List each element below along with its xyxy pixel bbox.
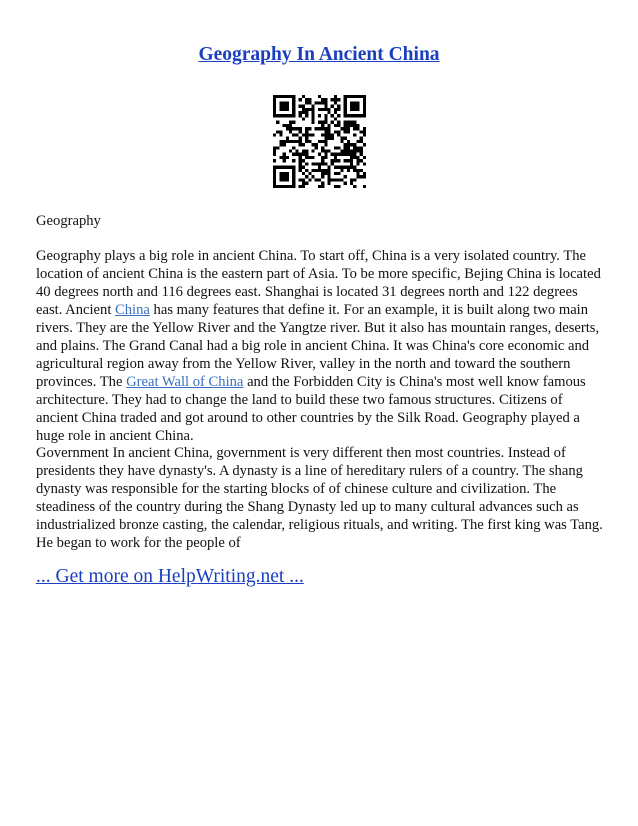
paragraph-government: Government In ancient China, government is very different then most countries. Instead of presidents they have dynasty's. A dynasty is a line of hereditary rulers of a country. The shang dynasty was responsible for the starting blocks of of chinese culture and civilization. The steadiness of the country during the Shang Dynasty led up to many cultural advances such as industrialized bronze casting, the calendar, religious rituals, and writing. The first king was Tang. He began to work for the people of xyxy=(36,445,603,551)
china-link[interactable]: China xyxy=(115,302,150,318)
get-more-link[interactable]: ... Get more on HelpWriting.net ... xyxy=(36,566,304,587)
section-heading: Geography xyxy=(36,213,101,229)
paragraph-text: has many features that define it. For an example, it is built along two main rivers. They are the Yellow River and the Yangtze river. But it also has mountain ranges, deserts, and plains. The Grand Canal had a big role in ancient China. It was China's core economic and agricultural region away from the Yellow River, valley in the north and toward the southern provinces. The xyxy=(36,302,600,390)
great-wall-link[interactable]: Great Wall of China xyxy=(126,374,244,390)
title-link[interactable]: Geography In Ancient China xyxy=(198,44,440,65)
paragraph-text: Geography plays a big role in ancient China. To start off, China is a very isolated country. The location of ancient China is the eastern part of Asia. To be more specific, Bejing China is located 40 degrees north and 116 degrees east. Shanghai is located 31 degrees north and 122 degrees east. Ancient xyxy=(36,248,601,318)
paragraph-text: and the Forbidden City is China's most well know famous architecture. They had to change the land to build these two famous structures. Citizens of ancient China traded and got around to other countries by the Silk Road. Geography played a huge role in ancient China. xyxy=(36,374,586,444)
get-more-link-container[interactable] xyxy=(36,565,304,589)
qr-code-icon xyxy=(273,95,366,188)
paragraph-geography xyxy=(36,247,604,445)
page-title[interactable] xyxy=(0,42,638,68)
